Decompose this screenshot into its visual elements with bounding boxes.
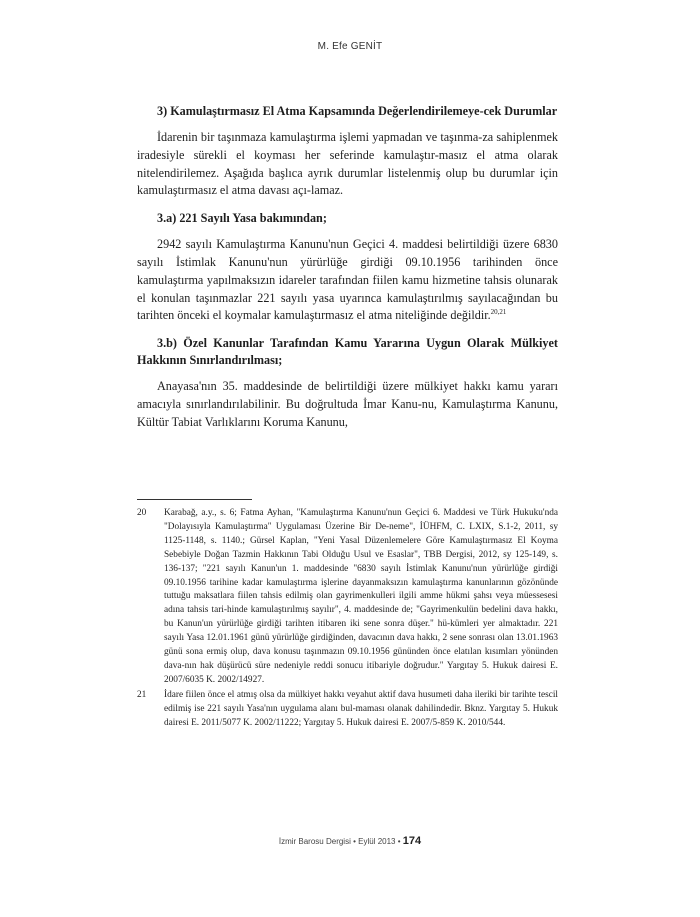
paragraph-text: 2942 sayılı Kamulaştırma Kanunu'nun Geçici 4. maddesi belirtildiği üzere 6830 sayılı İstimlak Kanunu'nun yürürlüğe girdiği 09.10.1956 tarihinden önce kamulaştırma yapılmaksızın idareler tarafından fiilen kamu hizmetine tahsis olunarak el konulan taşınmazlar 221 sayılı yasa uyarınca kamulaştırılmış sayılacağından bu tarihten önceki el koymalar kamulaştırmasız el atma niteliğinde değildir. bbox=[137, 237, 558, 323]
issue-date: Eylül 2013 bbox=[358, 837, 396, 846]
footnote-number: 20 bbox=[137, 508, 147, 518]
section-paragraph-3a bbox=[137, 236, 558, 325]
running-header bbox=[0, 41, 700, 52]
main-text bbox=[137, 103, 558, 432]
footer-bullet: • bbox=[353, 837, 356, 846]
footer-bullet: • bbox=[397, 837, 401, 846]
section-heading-3: 3) Kamulaştırmasız El Atma Kapsamında Değerlendirilemeye-cek Durumlar bbox=[157, 104, 558, 118]
footnote-20 bbox=[137, 507, 558, 688]
footnote-text: Karabağ, a.y., s. 6; Fatma Ayhan, "Kamulaştırma Kanunu'nun Geçici 6. Maddesi ve Türk Hukuku'nda "Dolayısıyla Kamulaştırma" Uygulaması Üzerine Bir De-neme", İÜHFM, C. LXIX, S.1-2, 2011, sy 1125-1148, s. 1140.; Gürsel Kaplan, "Yeni Yasal Düzenlemelere Göre Kamulaştırmasız El Koyma Sebebiyle Doğan Tazmin Hakkının Tabi Olduğu Usul ve Esaslar", TBB Dergisi, 2012, sy 125-149, s. 136-137; "221 sayılı Kanun'un 1. maddesinde "6830 sayılı İstimlak Kanunu'nun yürürlüğe girdiği 09.10.1956 tarihine kadar kamulaştırma işlerine dayanmaksızın kamulaştırma kanunlarının gözönünde tuttuğu maksatlara fiilen tahsis edilmiş olan gayrimenkulleri ilgili amme hükmi şahsı veya müessesesi adına tahsis tari-hinde kamulaştırılmış sayılır", 4. maddesinde de; "Gayrimenkulün bedelini dava hakkı, bu Kanun'un yürürlüğe girdiği tarihten itibaren iki sene sonra düşer." hü-kümleri yer almaktadır. 221 sayılı Yasa 12.01.1961 günü yürürlüğe girdiğinden, davacının dava hakkı, 2 sene sonrası olan 13.01.1963 günü sona ermiş olup, dava konusu taşınmazın 09.10.1956 gününden önce elatılan kısımları yönünden dava-nın hak düşürücü süre nedeniyle reddi sonucu itibariyle doğrudur." Yargıtay 5. Hukuk dairesi E. 2007/6035 K. 2002/14927. bbox=[164, 508, 558, 685]
footnote-separator bbox=[137, 499, 252, 500]
section-heading-3a: 3.a) 221 Sayılı Yasa bakımından; bbox=[157, 211, 327, 226]
footnotes bbox=[137, 507, 558, 731]
section-heading-3b: 3.b) Özel Kanunlar Tarafından Kamu Yararına Uygun Olarak Mülkiyet Hakkının Sınırlandırılması; bbox=[137, 336, 558, 368]
journal-name: İzmir Barosu Dergisi bbox=[278, 837, 351, 846]
author-name: M. Efe GENİT bbox=[317, 41, 383, 52]
footnote-text: İdare fiilen önce el atmış olsa da mülkiyet hakkı veyahut aktif dava husumeti daha ileriki bir tarihte tescil edilmiş ise 221 sayılı Yasa'nın uygulama alanı bul-maması olanak dahilindedir. Bknz. Yargıtay 5. Hukuk dairesi E. 2011/5077 K. 2002/11222; Yargıtay 5. Hukuk dairesi E. 2007/5-859 K. 2010/544. bbox=[164, 689, 558, 728]
page-footer bbox=[0, 835, 700, 847]
section-paragraph-3: İdarenin bir taşınmaza kamulaştırma işlemi yapmadan ve taşınma-za sahiplenmek iradesiyle sürekli el koyması her seferinde kamulaştır-masız el atma olarak nitelendirilemez. Aşağıda başlıca ayrık durumlar listelenmiş olup bu durumlar için kamulaştırmasız el atma davası açı-lamaz. bbox=[137, 130, 558, 198]
footnote-21 bbox=[137, 689, 558, 731]
footnote-number: 21 bbox=[137, 689, 147, 700]
page-number: 174 bbox=[402, 835, 422, 847]
footnote-reference: 20,21 bbox=[490, 308, 507, 317]
section-paragraph-3b: Anayasa'nın 35. maddesinde de belirtildiği üzere mülkiyet hakkı kamu yararı amacıyla sınırlandırılabilinir. Bu doğrultuda İmar Kanu-nu, Kamulaştırma Kanunu, Kültür Tabiat Varlıklarını Koruma Kanunu, bbox=[137, 379, 558, 429]
